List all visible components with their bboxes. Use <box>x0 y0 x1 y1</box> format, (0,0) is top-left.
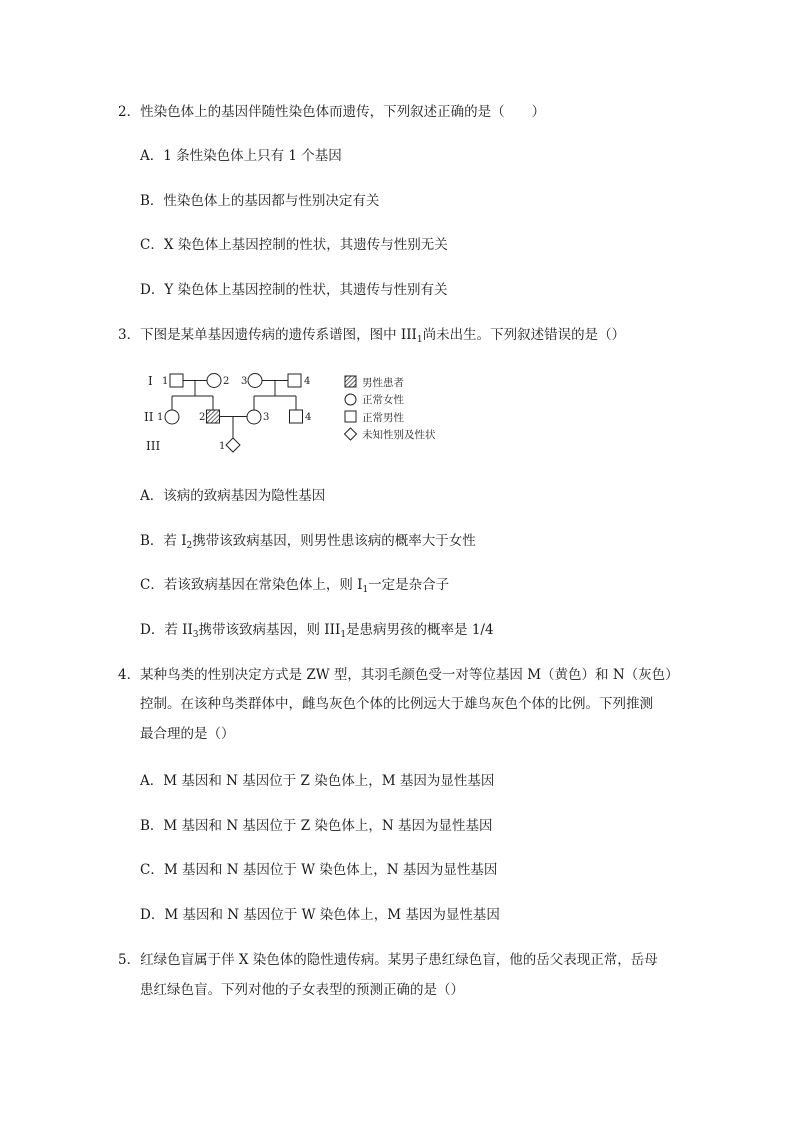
question-4-option-b: B．M 基因和 N 基因位于 Z 染色体上，N 基因为显性基因 <box>140 818 493 834</box>
question-5-stem-line-2: 患红绿色盲。下列对他的子女表型的预测正确的是（） <box>140 982 464 998</box>
question-2-option-c: C．X 染色体上基因控制的性状，其遗传与性别无关 <box>140 237 448 253</box>
question-3-option-d: D．若 $II_3$携带该致病基因，则 $III_1$是患病男孩的概率是 1/4 <box>140 622 494 640</box>
question-4-option-d: D．M 基因和 N 基因位于 W 染色体上，M 基因为显性基因 <box>140 907 500 923</box>
legend-unknown-symbol <box>345 428 357 440</box>
pedigree-II2-affected-male <box>207 410 220 423</box>
pedigree-I1-normal-male <box>170 374 183 387</box>
pedigree-gen-label-III: III <box>146 439 161 453</box>
pedigree-num-III1: 1 <box>219 441 226 452</box>
pedigree-num-II3: 3 <box>263 412 270 423</box>
question-2-option-b: B．性染色体上的基因都与性别决定有关 <box>140 193 380 209</box>
question-2-option-d: D．Y 染色体上基因控制的性状，其遗传与性别有关 <box>140 282 448 298</box>
question-3-option-b: B．若 $I_2$携带该致病基因，则男性患该病的概率大于女性 <box>140 533 476 551</box>
legend-normal-male-symbol <box>345 411 356 422</box>
legend-affected-male-symbol <box>345 376 356 387</box>
pedigree-num-I4: 4 <box>304 376 311 387</box>
legend-label-affected-male: 男性患者 <box>362 377 404 389</box>
question-4-option-a: A．M 基因和 N 基因位于 Z 染色体上，M 基因为显性基因 <box>140 773 495 789</box>
legend-label-normal-female: 正常女性 <box>362 394 404 406</box>
pedigree-diagram <box>140 366 460 466</box>
question-4-stem-line-2: 控制。在该种鸟类群体中，雌鸟灰色个体的比例远大于雄鸟灰色个体的比例。下列推测 <box>140 696 653 712</box>
question-5-stem-line-1: 5．红绿色盲属于伴 X 染色体的隐性遗传病。某男子患红绿色盲，他的岳父表现正常，岳母 <box>118 952 658 968</box>
pedigree-I4-normal-male <box>288 374 301 387</box>
pedigree-num-II2: 2 <box>199 412 206 423</box>
pedigree-num-I1: 1 <box>162 376 169 387</box>
question-3-stem: 3．下图是某单基因遗传病的遗传系谱图，图中 $III_1$尚未出生。下列叙述错误的是（） <box>118 327 626 345</box>
pedigree-num-II4: 4 <box>305 412 312 423</box>
pedigree-III1-unknown <box>226 438 240 452</box>
question-4-option-c: C．M 基因和 N 基因位于 W 染色体上，N 基因为显性基因 <box>140 862 498 878</box>
legend-label-normal-male: 正常男性 <box>362 412 404 424</box>
question-3-option-c: C．若该致病基因在常染色体上，则 $I_1$一定是杂合子 <box>140 577 450 595</box>
question-3-option-a: A．该病的致病基因为隐性基因 <box>140 488 326 504</box>
pedigree-num-I3: 3 <box>241 376 248 387</box>
legend-normal-female-symbol <box>345 394 356 405</box>
legend-label-unknown: 未知性别及性状 <box>362 429 436 441</box>
pedigree-I2-normal-female <box>207 374 221 388</box>
pedigree-II3-normal-female <box>247 410 261 424</box>
pedigree-I3-normal-female <box>248 374 262 388</box>
pedigree-II4-normal-male <box>290 410 303 423</box>
pedigree-II1-normal-female <box>165 410 179 424</box>
question-2-stem: 2．性染色体上的基因伴随性染色体而遗传，下列叙述正确的是（ ） <box>118 104 546 120</box>
pedigree-num-II1: 1 <box>157 412 164 423</box>
pedigree-gen-label-I: I <box>148 374 153 388</box>
question-4-stem-line-1: 4．某种鸟类的性别决定方式是 ZW 型，其羽毛颜色受一对等位基因 M（黄色）和 N（灰色） <box>118 667 679 683</box>
pedigree-gen-label-II: II <box>144 410 154 424</box>
question-4-stem-line-3: 最合理的是（） <box>140 726 235 742</box>
pedigree-num-I2: 2 <box>223 376 230 387</box>
question-2-option-a: A．1 条性染色体上只有 1 个基因 <box>140 148 342 164</box>
